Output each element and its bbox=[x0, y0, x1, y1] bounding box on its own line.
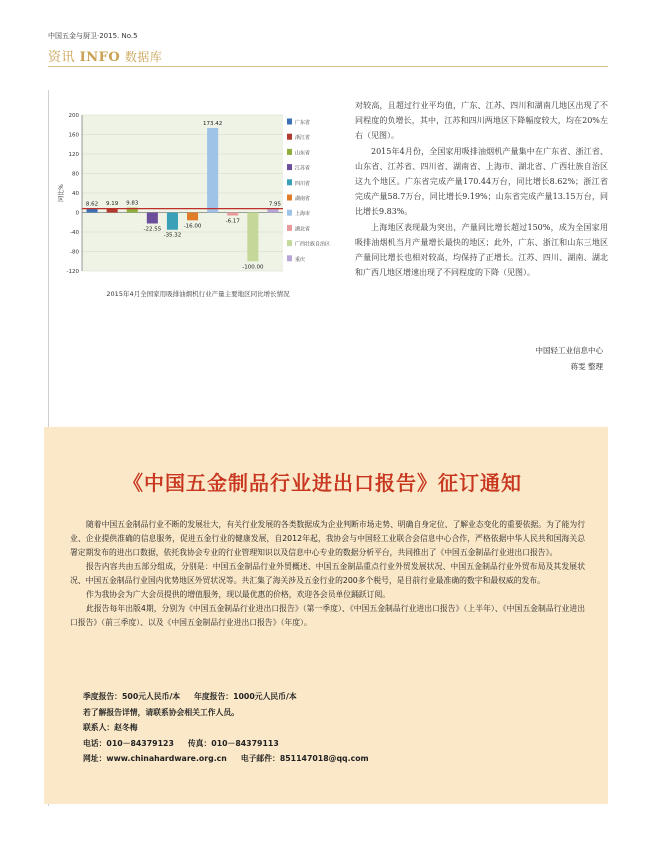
header-rule bbox=[48, 66, 608, 67]
data-label: 173.42 bbox=[203, 120, 223, 127]
bar-chart bbox=[55, 103, 345, 278]
data-label: 9.83 bbox=[126, 200, 139, 207]
legend-swatch bbox=[287, 134, 292, 140]
section-cn: 资讯 bbox=[48, 50, 76, 65]
contact-info bbox=[83, 689, 369, 767]
notice-paragraph: 作为我协会为广大会员提供的增值服务，现以最优惠的价格，欢迎各会员单位踊跃订阅。 bbox=[86, 590, 391, 599]
legend-swatch bbox=[287, 225, 292, 231]
bar bbox=[227, 213, 238, 216]
legend-swatch bbox=[287, 119, 292, 125]
annual-price: 年度报告：1000元人民币/本 bbox=[194, 692, 297, 701]
y-tick-label: 80 bbox=[72, 171, 79, 178]
bar bbox=[147, 213, 158, 224]
legend-swatch bbox=[287, 210, 292, 216]
legend-label: 江苏省 bbox=[295, 165, 311, 172]
article-author: 蒋雯 整理 bbox=[570, 362, 603, 371]
notice-title: 《中国五金制品行业进出口报告》征订通知 bbox=[123, 471, 522, 495]
bar bbox=[167, 213, 178, 230]
legend-label: 浙江省 bbox=[295, 135, 311, 142]
data-label: 7.95 bbox=[268, 201, 282, 208]
article-paragraph: 2015年4月份，全国家用吸排油烟机产量集中在广东省、浙江省、山东省、江苏省、四川省、湖南省、上海市、湖北省、广西壮族自治区这九个地区。广东省完成产量170.44万台，同比增长8.62%；浙江省完成产量58.7万台，同比增长9.19%；山东省完成产量13.15万台，同比增长9.83%。 bbox=[355, 146, 608, 217]
y-tick-label: 160 bbox=[68, 132, 79, 139]
data-label: 9.19 bbox=[106, 201, 119, 208]
legend-swatch bbox=[287, 255, 292, 261]
data-label: -16.00 bbox=[183, 223, 202, 230]
legend-label: 湖南省 bbox=[295, 196, 311, 202]
data-label: -100.00 bbox=[242, 264, 264, 271]
section-header bbox=[48, 46, 162, 65]
article-org: 中国轻工业信息中心 bbox=[535, 346, 603, 355]
data-label: -35.32 bbox=[163, 232, 182, 239]
data-label: -6.17 bbox=[225, 218, 240, 225]
legend-label: 四川省 bbox=[295, 180, 311, 187]
legend-swatch bbox=[287, 164, 292, 170]
notice-paragraph: 随着中国五金制品行业不断的发展壮大，有关行业发展的各类数据成为企业判断市场走势、明确自身定位、了解业态变化的重要依据。为了能为行业、企业提供准确的信息服务，促进五金行业的健康发展，自2012年起，我协会与中国轻工业联合会信息中心合作，严格依据中华人民共和国海关总署定期发布的进出口数据，依托我协会专业的行业管理知识以及信息中心专业的数据分析平台，共同推出了《中国五金制品行业进出口报告》。 bbox=[70, 520, 585, 557]
section-en: INFO bbox=[79, 50, 121, 65]
legend-label: 重庆 bbox=[295, 256, 306, 263]
bar bbox=[247, 213, 258, 262]
legend-swatch bbox=[287, 149, 292, 155]
bar bbox=[207, 128, 218, 213]
legend-label: 广西壮族自治区 bbox=[295, 241, 331, 248]
bar bbox=[187, 213, 198, 221]
article-paragraph: 上海地区表现最为突出，产量同比增长超过150%，成为全国家用吸排油烟机当月产量增长最快的地区；此外，广东、浙江和山东三地区产量同比增长也相对较高，均保持了正增长。江苏、四川、湖南、湖北和广西几地区增速出现了不同程度的下降（见图）。 bbox=[355, 222, 608, 278]
journal-issue: 中国五金与厨卫·2015. No.5 bbox=[48, 32, 138, 40]
phone: 电话：010－84379123 bbox=[83, 738, 174, 748]
notice-paragraph: 此报告每年出版4期，分别为《中国五金制品行业进出口报告》（第一季度）、《中国五金制品行业进出口报告》（上半年）、《中国五金制品行业进出口报告》（前三季度）、以及《中国五金制品行业进出口报告》（年度）。 bbox=[70, 604, 585, 627]
notice-body bbox=[70, 518, 585, 630]
data-label: -22.55 bbox=[143, 226, 162, 233]
notice-paragraph: 报告内容共由五部分组成，分别是：中国五金制品行业外贸概述、中国五金制品重点行业外贸发展状况、中国五金制品行业外贸布局及其发展状况、中国五金制品行业国内优势地区外贸状况等。共汇集了海关涉及五金行业的200多个税号，是目前行业最准确的数字和最权威的发布。 bbox=[70, 562, 585, 585]
y-axis-label: 同比% bbox=[58, 184, 65, 202]
email-link[interactable]: 电子邮件：851147018@qq.com bbox=[240, 754, 369, 763]
section-db: 数据库 bbox=[124, 50, 163, 64]
website-link[interactable]: 网址：www.chinahardware.org.cn bbox=[83, 754, 227, 763]
article-paragraph: 对较高，且超过行业平均值，广东、江苏、四川和湖南几地区出现了不同程度的负增长，其中，江苏和四川两地区下降幅度较大，均在20%左右（见图）。 bbox=[355, 101, 608, 141]
y-tick-label: -120 bbox=[66, 269, 79, 275]
y-tick-label: 0 bbox=[75, 210, 79, 217]
detail-note: 若了解报告详情，请联系协会相关工作人员。 bbox=[83, 707, 239, 717]
legend-swatch bbox=[287, 179, 292, 185]
data-label: 8.62 bbox=[85, 201, 99, 208]
legend-swatch bbox=[287, 240, 292, 246]
fax: 传真：010－84379113 bbox=[187, 738, 279, 748]
legend-label: 广东省 bbox=[295, 120, 311, 126]
legend-label: 山东省 bbox=[295, 150, 311, 157]
legend-label: 上海市 bbox=[295, 211, 311, 218]
y-tick-label: 120 bbox=[68, 152, 79, 158]
article-body bbox=[355, 98, 608, 280]
contact-person: 联系人：赵冬梅 bbox=[83, 723, 138, 732]
y-tick-label: 40 bbox=[72, 191, 79, 197]
y-tick-label: 200 bbox=[68, 113, 79, 119]
legend-swatch bbox=[287, 195, 292, 201]
y-tick-label: -40 bbox=[70, 230, 79, 236]
y-tick-label: -80 bbox=[70, 249, 79, 256]
chart-caption: 2015年4月全国家用吸排油烟机行业产量主要地区同比增长情况 bbox=[106, 290, 290, 298]
quarterly-price: 季度报告：500元人民币/本 bbox=[83, 692, 181, 701]
legend-label: 湖北省 bbox=[295, 226, 311, 233]
